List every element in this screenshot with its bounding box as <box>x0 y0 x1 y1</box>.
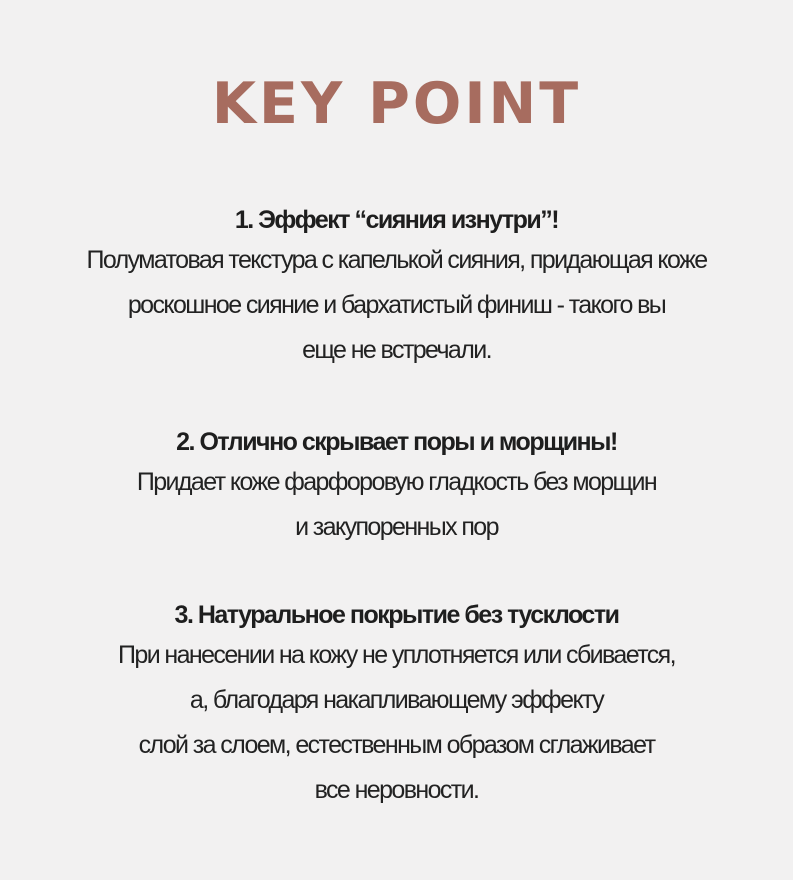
key-point-3-line-2: а, благодаря накапливающему эффекту <box>189 686 604 714</box>
key-point-2-description <box>0 460 793 550</box>
key-point-1-line-2: роскошное сияние и бархатистый финиш - такого вы <box>127 291 666 319</box>
key-point-2-line-2: и закупоренных пор <box>295 513 498 541</box>
key-point-3-line-4: все неровности. <box>314 776 479 804</box>
key-point-1 <box>0 202 793 373</box>
key-point-3-heading: 3. Натуральное покрытие без тусклости <box>174 601 619 629</box>
key-point-1-line-1: Полуматовая текстура с капелькой сияния, придающая коже <box>86 246 707 274</box>
key-point-2 <box>0 424 793 550</box>
key-point-1-description <box>0 238 793 373</box>
key-point-2-line-1: Придает коже фарфоровую гладкость без морщин <box>136 468 657 496</box>
page-title: KEY POINT <box>211 71 582 137</box>
key-point-1-heading: 1. Эффект “сияния изнутри”! <box>234 206 559 234</box>
key-point-2-heading: 2. Отлично скрывает поры и морщины! <box>176 428 617 456</box>
key-point-3 <box>0 597 793 813</box>
key-point-3-line-3: слой за слоем, естественным образом сглаживает <box>138 731 655 759</box>
key-point-3-line-1: При нанесении на кожу не уплотняется или сбивается, <box>118 641 675 669</box>
key-point-1-line-3: еще не встречали. <box>302 336 491 364</box>
key-point-3-description <box>0 633 793 813</box>
